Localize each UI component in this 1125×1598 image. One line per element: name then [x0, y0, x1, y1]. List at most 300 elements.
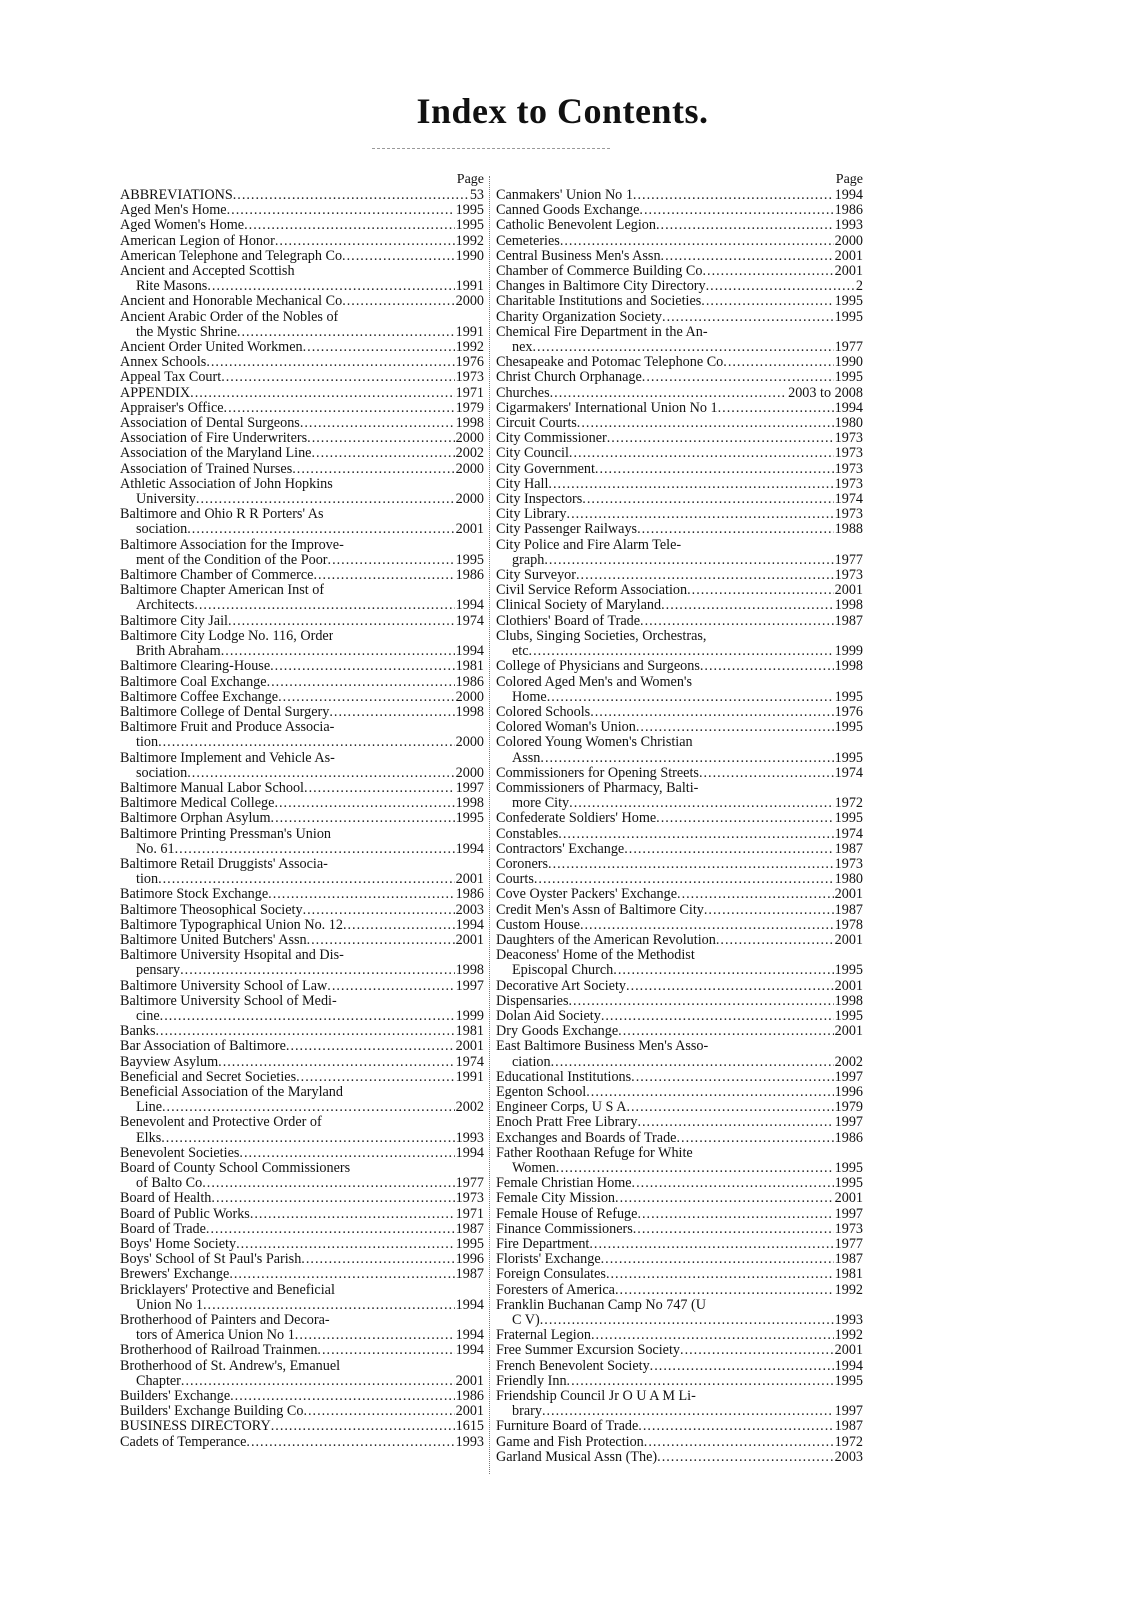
entry-name: Clubs, Singing Societies, Orchestras,: [496, 628, 707, 644]
entry-name: ment of the Condition of the Poor: [136, 552, 328, 568]
index-entry: [120, 431, 484, 446]
entry-name: Elks: [136, 1130, 162, 1146]
index-entry: [120, 1435, 484, 1450]
entry-page-number: 1999: [455, 1008, 484, 1024]
index-entry: [496, 310, 863, 325]
index-entry: [496, 1328, 863, 1343]
entry-page-number: 2002: [455, 1100, 484, 1116]
dot-leader: [644, 1435, 834, 1450]
left-column: [120, 172, 484, 1450]
index-entry: [120, 462, 484, 477]
dot-leader: [558, 827, 833, 842]
dot-leader: [613, 963, 833, 978]
index-entry: [496, 507, 863, 522]
entry-page-number: 1995: [834, 1008, 863, 1024]
entry-page-number: 1974: [455, 1054, 484, 1070]
dot-leader: [637, 1207, 833, 1222]
index-entry: [120, 811, 484, 826]
entry-page-number: 1995: [834, 294, 863, 310]
index-entry: [496, 1191, 863, 1206]
entry-name: French Benevolent Society: [496, 1358, 650, 1374]
dot-leader: [304, 781, 455, 796]
entry-page-number: 1990: [834, 355, 863, 371]
entry-name: Athletic Association of John Hopkins: [120, 476, 333, 492]
entry-page-number: 1994: [834, 188, 863, 203]
dot-leader: [187, 522, 454, 537]
entry-page-number: 1987: [834, 1252, 863, 1268]
entry-name: Ancient Arabic Order of the Nobles of: [120, 309, 339, 325]
entry-page-number: 2001: [455, 1039, 484, 1055]
index-entry: [120, 705, 484, 720]
dot-leader: [207, 279, 454, 294]
index-entry: [120, 796, 484, 811]
entry-name: Baltimore Chamber of Commerce: [120, 568, 314, 584]
entry-name: City Hall: [496, 476, 549, 492]
index-entry: [496, 827, 863, 842]
dot-leader: [203, 1298, 455, 1313]
entry-name: Baltimore Orphan Asylum: [120, 811, 271, 827]
index-entry: [496, 1146, 863, 1176]
index-entry: [496, 538, 863, 568]
entry-page-number: 1995: [455, 1237, 484, 1253]
entry-name: Clothiers' Board of Trade: [496, 613, 641, 629]
entry-name: Colored Woman's Union: [496, 720, 636, 736]
entry-name: City Inspectors: [496, 492, 583, 508]
dot-leader: [567, 1374, 834, 1389]
dot-leader: [677, 887, 834, 902]
index-entry: [496, 264, 863, 279]
entry-name: sociation: [136, 765, 188, 781]
entry-page-number: 1973: [455, 370, 484, 386]
entry-name: Board of Health: [120, 1191, 212, 1207]
dot-leader: [631, 1070, 833, 1085]
index-entry: [496, 522, 863, 537]
dot-leader: [662, 310, 834, 325]
dot-leader: [676, 1131, 833, 1146]
dot-leader: [637, 1115, 833, 1130]
entry-page-number: 1976: [455, 355, 484, 371]
dot-leader: [271, 1419, 455, 1434]
entry-name: Circuit Courts: [496, 416, 577, 432]
entry-page-number: 1992: [834, 1328, 863, 1344]
index-entry: [496, 903, 863, 918]
dot-leader: [162, 1100, 455, 1115]
entry-page-number: 2001: [834, 1343, 863, 1359]
entry-name: Home: [512, 689, 547, 705]
index-entry: [120, 659, 484, 674]
entry-name: Assn: [512, 750, 541, 766]
entry-page-number: 1979: [834, 1100, 863, 1116]
index-entry: [496, 1374, 863, 1389]
index-entry: [496, 386, 863, 401]
entry-page-number: 1986: [455, 568, 484, 584]
entry-page-number: 1998: [455, 704, 484, 720]
entry-name: City Library: [496, 507, 567, 523]
dot-leader: [342, 294, 454, 309]
entry-page-number: 1991: [455, 1069, 484, 1085]
entry-page-number: 2003 to 2008: [788, 385, 863, 401]
entry-name: Enoch Pratt Free Library: [496, 1115, 638, 1131]
entry-page-number: 1976: [834, 704, 863, 720]
dot-leader: [211, 1191, 454, 1206]
entry-page-number: 1987: [834, 902, 863, 918]
entry-name: Furniture Board of Trade: [496, 1419, 639, 1435]
index-entry: [496, 431, 863, 446]
entry-name: Civil Service Reform Association: [496, 583, 688, 599]
entry-page-number: 1998: [455, 796, 484, 812]
dot-leader: [639, 203, 833, 218]
index-entry: [120, 188, 484, 203]
dot-leader: [576, 568, 834, 583]
entry-page-number: 1995: [834, 811, 863, 827]
entry-page-number: 1971: [455, 1206, 484, 1222]
index-entry: [496, 1435, 863, 1450]
entry-name: Baltimore College of Dental Surgery: [120, 704, 330, 720]
entry-name: Christ Church Orphanage: [496, 370, 642, 386]
index-entry: [120, 1252, 484, 1267]
index-entry: [120, 1146, 484, 1161]
dot-leader: [595, 462, 834, 477]
entry-name: Cove Oyster Packers' Exchange: [496, 887, 678, 903]
entry-page-number: 2001: [455, 1373, 484, 1389]
entry-name: Dry Goods Exchange: [496, 1024, 619, 1040]
entry-name: Chamber of Commerce Building Co: [496, 264, 703, 280]
index-entry: [496, 370, 863, 385]
entry-page-number: 1972: [834, 796, 863, 812]
index-entry: [120, 827, 484, 857]
index-entry: [120, 1404, 484, 1419]
entry-name: Foresters of America: [496, 1282, 615, 1298]
index-entry: [496, 568, 863, 583]
entry-name: Canmakers' Union No 1: [496, 188, 633, 203]
dot-leader: [569, 994, 834, 1009]
entry-name: more City: [512, 796, 570, 812]
index-entry: [496, 1207, 863, 1222]
entry-name: Board of County School Commissioners: [120, 1161, 351, 1176]
entry-page-number: 2000: [455, 294, 484, 310]
entry-name: Clinical Society of Maryland: [496, 598, 662, 614]
entry-page-number: 1996: [455, 1252, 484, 1268]
entry-name: Batimore Stock Exchange: [120, 887, 269, 903]
dot-leader: [236, 1237, 455, 1252]
dot-leader: [278, 690, 455, 705]
entry-name: Ancient and Accepted Scottish: [120, 264, 295, 280]
index-entry: [496, 659, 863, 674]
entry-name: Educational Institutions: [496, 1069, 632, 1085]
index-entry: [496, 1283, 863, 1298]
entry-name: City Surveyor: [496, 568, 576, 584]
index-entry: [496, 918, 863, 933]
entry-name: Rite Masons: [136, 279, 208, 295]
entry-page-number: 1995: [834, 1176, 863, 1192]
entry-name: Constables: [496, 826, 559, 842]
entry-name: Episcopal Church: [512, 963, 614, 979]
entry-page-number: 1997: [834, 1206, 863, 1222]
dot-leader: [300, 416, 455, 431]
entry-name: Chesapeake and Potomac Telephone Co: [496, 355, 724, 371]
index-entry: [496, 218, 863, 233]
entry-name: American Legion of Honor: [120, 233, 275, 249]
entry-page-number: 2000: [455, 461, 484, 477]
dot-leader: [550, 386, 788, 401]
entry-name: Baltimore Medical College: [120, 796, 275, 812]
dot-leader: [656, 218, 834, 233]
entry-page-number: 1980: [834, 416, 863, 432]
dot-leader: [606, 1267, 834, 1282]
dot-leader: [250, 1207, 455, 1222]
index-entry: [120, 781, 484, 796]
index-entry: [120, 1419, 484, 1434]
entry-name: Central Business Men's Assn: [496, 248, 661, 264]
index-entry: [496, 994, 863, 1009]
entry-page-number: 2001: [834, 248, 863, 264]
dot-leader: [221, 370, 454, 385]
entry-name: Friendship Council Jr O U A M Li-: [496, 1389, 696, 1405]
entry-page-number: 2002: [455, 446, 484, 462]
index-entry: [120, 355, 484, 370]
dot-leader: [590, 705, 833, 720]
entry-page-number: 1994: [834, 1358, 863, 1374]
dot-leader: [661, 598, 834, 613]
entry-name: nex: [512, 340, 533, 356]
right-column: [496, 172, 863, 1465]
entry-name: Banks: [120, 1024, 156, 1040]
dot-leader: [317, 1343, 454, 1358]
index-entry: [120, 370, 484, 385]
dot-leader: [591, 1328, 834, 1343]
index-entry: [496, 1252, 863, 1267]
entry-page-number: 1979: [455, 400, 484, 416]
index-entry: [120, 933, 484, 948]
dot-leader: [233, 188, 469, 203]
entry-page-number: 1973: [834, 446, 863, 462]
entry-page-number: 1981: [834, 1267, 863, 1283]
entry-name: brary: [512, 1404, 542, 1420]
index-entry: [120, 234, 484, 249]
entry-name: Cigarmakers' International Union No 1: [496, 400, 718, 416]
dot-leader: [202, 1176, 454, 1191]
entry-name: Association of Fire Underwriters: [120, 431, 308, 447]
index-entry: [120, 979, 484, 994]
entry-name: Builders' Exchange: [120, 1389, 231, 1405]
column-divider: [489, 176, 490, 1474]
dot-leader: [540, 751, 833, 766]
entry-page-number: 1998: [834, 598, 863, 614]
entry-name: cine: [136, 1008, 160, 1024]
dot-leader: [642, 370, 834, 385]
dot-leader: [533, 340, 834, 355]
dot-leader: [155, 1024, 454, 1039]
index-entry: [496, 188, 863, 203]
entry-name: Chapter: [136, 1373, 181, 1389]
dot-leader: [224, 401, 455, 416]
dot-leader: [307, 933, 455, 948]
entry-page-number: 1997: [455, 978, 484, 994]
dot-leader: [160, 1009, 455, 1024]
entry-page-number: 2001: [455, 1404, 484, 1420]
entry-name: of Balto Co: [136, 1176, 203, 1192]
entry-name: Courts: [496, 872, 534, 888]
dot-leader: [718, 401, 834, 416]
dot-leader: [230, 1389, 455, 1404]
entry-name: Charity Organization Society: [496, 309, 663, 325]
entry-name: BUSINESS DIRECTORY: [120, 1419, 271, 1435]
index-entry: [496, 887, 863, 902]
dot-leader: [194, 598, 454, 613]
entry-name: Egenton School: [496, 1084, 587, 1100]
entry-name: Association of Dental Surgeons: [120, 416, 300, 432]
entry-name: Dispensaries: [496, 993, 569, 1009]
dot-leader: [556, 1161, 834, 1176]
index-entry: [120, 340, 484, 355]
index-entry: [496, 401, 863, 416]
dot-leader: [175, 842, 455, 857]
entry-page-number: 1973: [834, 568, 863, 584]
entry-name: Baltimore Printing Pressman's Union: [120, 826, 332, 842]
entry-page-number: 1998: [455, 963, 484, 979]
entry-page-number: 1973: [455, 1191, 484, 1207]
entry-name: Beneficial and Secret Societies: [120, 1069, 297, 1085]
dot-leader: [548, 477, 833, 492]
index-entry: [120, 1191, 484, 1206]
index-entry: [120, 1161, 484, 1191]
entry-page-number: 1994: [455, 841, 484, 857]
entry-page-number: 1993: [834, 1313, 863, 1329]
dot-leader: [270, 659, 455, 674]
entry-page-number: 1977: [834, 340, 863, 356]
index-entry: [120, 1359, 484, 1389]
entry-name: Baltimore Theosophical Society: [120, 902, 303, 918]
dot-leader: [206, 1222, 455, 1237]
entry-page-number: 1974: [834, 492, 863, 508]
index-entry: [496, 979, 863, 994]
index-entry: [496, 1039, 863, 1069]
dot-leader: [221, 644, 455, 659]
entry-page-number: 2002: [834, 1054, 863, 1070]
entry-name: Line: [136, 1100, 162, 1116]
entry-name: College of Physicians and Surgeons: [496, 659, 700, 675]
entry-page-number: 1986: [455, 1389, 484, 1405]
dot-leader: [544, 553, 833, 568]
index-entry: [120, 386, 484, 401]
dot-leader: [632, 1176, 834, 1191]
entry-page-number: 1992: [455, 340, 484, 356]
entry-name: Ancient Order United Workmen: [120, 340, 303, 356]
entry-page-number: 1995: [834, 1373, 863, 1389]
entry-page-number: 1993: [834, 218, 863, 234]
index-entry: [496, 1237, 863, 1252]
index-entry: [120, 629, 484, 659]
index-entry: [496, 675, 863, 705]
dot-leader: [161, 1131, 454, 1146]
index-entry: [120, 310, 484, 340]
dot-leader: [607, 431, 834, 446]
entry-name: Brotherhood of St. Andrew's, Emanuel: [120, 1358, 341, 1374]
index-entry: [496, 735, 863, 765]
dot-leader: [292, 462, 454, 477]
entry-page-number: 2003: [455, 902, 484, 918]
entry-page-number: 1615: [455, 1419, 484, 1435]
dot-leader: [303, 340, 455, 355]
index-entry: [496, 477, 863, 492]
entry-name: No. 61: [136, 841, 175, 857]
entry-name: Catholic Benevolent Legion: [496, 218, 656, 234]
dot-leader: [702, 264, 833, 279]
entry-name: Fraternal Legion: [496, 1328, 591, 1344]
entry-page-number: 1987: [834, 1419, 863, 1435]
entry-name: Fire Department: [496, 1237, 590, 1253]
index-entry: [120, 538, 484, 568]
dot-leader: [328, 553, 455, 568]
dot-leader: [633, 1222, 834, 1237]
entry-name: Cemeteries: [496, 233, 560, 249]
entry-page-number: 2001: [834, 887, 863, 903]
entry-page-number: 1987: [834, 613, 863, 629]
entry-page-number: 1996: [834, 1084, 863, 1100]
dot-leader: [633, 188, 834, 203]
dot-leader: [706, 279, 855, 294]
entry-name: Baltimore Coffee Exchange: [120, 689, 279, 705]
entry-page-number: 1998: [455, 416, 484, 432]
entry-name: City Passenger Railways: [496, 522, 638, 538]
entry-name: Baltimore Fruit and Produce Associa-: [120, 720, 335, 736]
entry-name: Coroners: [496, 856, 549, 872]
entry-page-number: 1994: [455, 598, 484, 614]
index-entry: [496, 811, 863, 826]
index-entry: [496, 720, 863, 735]
entry-page-number: 1995: [834, 1161, 863, 1176]
dot-leader: [626, 979, 834, 994]
entry-page-number: 1997: [834, 1404, 863, 1420]
dot-leader: [701, 294, 833, 309]
page-column-label: Page: [835, 172, 863, 187]
entry-name: Benevolent Societies: [120, 1145, 240, 1161]
index-entry: [120, 1313, 484, 1343]
index-entry: [496, 1115, 863, 1130]
index-entry: [496, 948, 863, 978]
entry-name: Free Summer Excursion Society: [496, 1343, 681, 1359]
index-entry: [496, 857, 863, 872]
entry-name: Decorative Art Society: [496, 978, 627, 994]
entry-page-number: 1998: [834, 993, 863, 1009]
dot-leader: [704, 903, 834, 918]
entry-name: Contractors' Exchange: [496, 841, 625, 857]
entry-name: Builders' Exchange Building Co: [120, 1404, 304, 1420]
entry-name: Deaconess' Home of the Methodist: [496, 948, 695, 964]
entry-page-number: 1974: [455, 613, 484, 629]
index-entry: [496, 1343, 863, 1358]
entry-name: Baltimore University School of Law: [120, 978, 328, 994]
dot-leader: [626, 1100, 833, 1115]
entry-page-number: 1974: [834, 765, 863, 781]
index-entry: [120, 1222, 484, 1237]
dot-leader: [190, 386, 454, 401]
dot-leader: [650, 1359, 834, 1374]
dot-leader: [327, 979, 454, 994]
dot-leader: [601, 1009, 834, 1024]
index-entry: [496, 1085, 863, 1100]
index-entry: [120, 477, 484, 507]
entry-page-number: 1986: [455, 674, 484, 690]
index-entry: [120, 401, 484, 416]
dot-leader: [551, 1055, 834, 1070]
index-entry: [120, 751, 484, 781]
entry-name: Franklin Buchanan Camp No 747 (U: [496, 1297, 707, 1313]
entry-page-number: 1973: [834, 856, 863, 872]
index-entry: [120, 446, 484, 461]
dot-leader: [303, 903, 455, 918]
entry-name: Bar Association of Baltimore: [120, 1039, 286, 1055]
